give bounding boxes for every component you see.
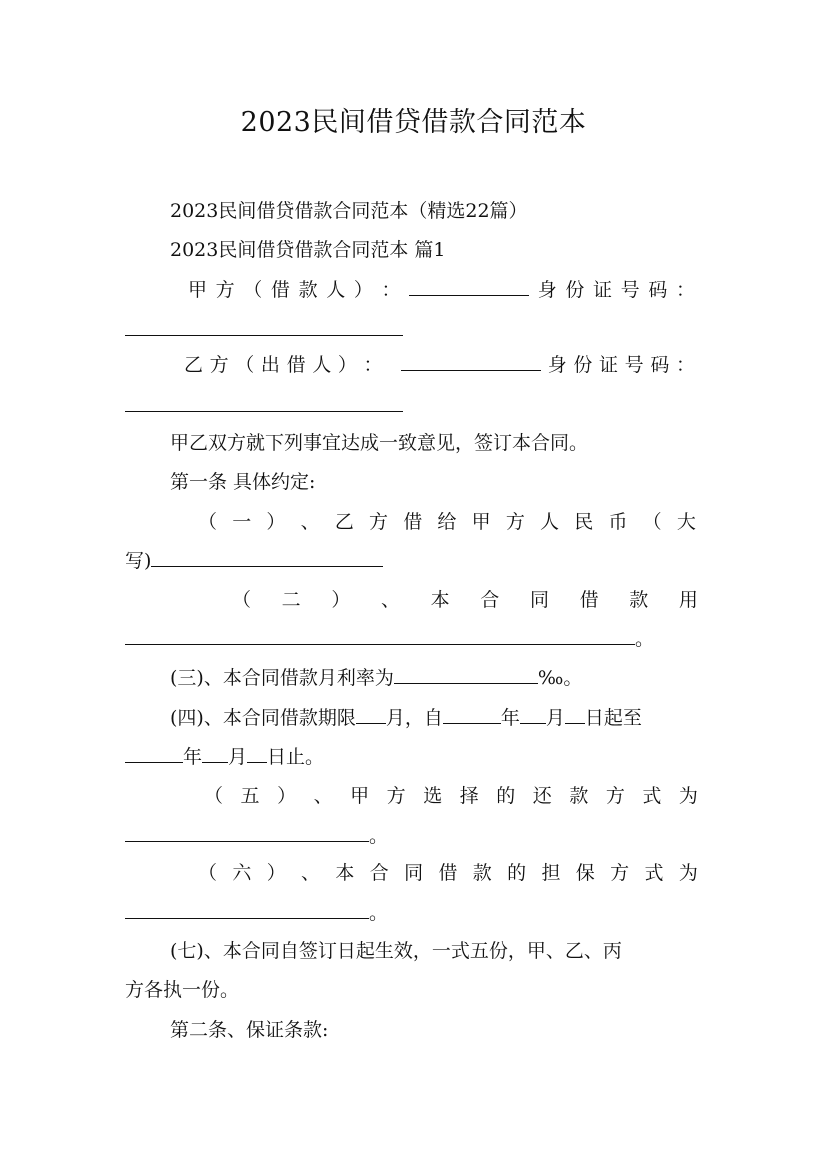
party-b-char: 证 (599, 354, 619, 376)
item-4-text: 日止。 (267, 746, 325, 768)
item-4-text: 月，自 (385, 707, 443, 729)
item-6-char: 保 (575, 862, 595, 884)
item-2-char: 用 (678, 589, 698, 611)
item-6-line-2 (125, 899, 388, 927)
item-1-char: 给 (437, 511, 457, 533)
item-1-char: （ (642, 511, 662, 533)
party-a-name-blank[interactable] (409, 294, 529, 296)
item-1-char: （ (198, 511, 218, 533)
article-2-heading: 第二条、保证条款: (170, 1019, 329, 1041)
item-6-end: 。 (369, 902, 389, 924)
party-a-char: 借 (270, 279, 290, 301)
end-year-blank[interactable] (125, 761, 183, 763)
item-6-char: ） (266, 862, 286, 884)
end-month-blank[interactable] (202, 761, 228, 763)
item-7-line: (七)、本合同自签订日起生效，一式五份，甲、乙、丙 (170, 940, 622, 962)
item-5-char: 择 (459, 785, 479, 807)
item-5-char: 为 (678, 785, 698, 807)
agreement-statement: 甲乙双方就下列事宜达成一致意见，签订本合同。 (170, 432, 589, 454)
item-6-char: 式 (644, 862, 664, 884)
item-5-char: 甲 (350, 785, 370, 807)
party-a-line (188, 276, 695, 304)
party-b-line (184, 351, 695, 379)
item-1-char: 方 (369, 511, 389, 533)
item-6-char: 的 (507, 862, 527, 884)
party-a-char: 方 (215, 279, 235, 301)
item-6-char: 六 (232, 862, 252, 884)
repayment-method-blank[interactable] (125, 840, 369, 842)
party-a-char: 份 (565, 279, 585, 301)
item-5-char: （ (204, 785, 224, 807)
item-7-line-2: 方各执一份。 (125, 979, 240, 1001)
article-1-heading: 第一条 具体约定: (170, 471, 316, 493)
item-1-char: 民 (574, 511, 594, 533)
item-2-char: 借 (579, 589, 599, 611)
item-2-char: 合 (480, 589, 500, 611)
item-4-text: 日起至 (584, 707, 642, 729)
item-1-line (198, 508, 696, 536)
item-1-char: 借 (403, 511, 423, 533)
item-2-char: ） (331, 589, 351, 611)
party-a-char: 人 (326, 279, 346, 301)
item-3-suffix: ‰。 (537, 667, 583, 689)
party-b-name-blank[interactable] (401, 369, 541, 371)
item-2-char: 同 (529, 589, 549, 611)
item-2-char: 款 (629, 589, 649, 611)
item-1-char: 甲 (471, 511, 491, 533)
item-2-char: （ (232, 589, 252, 611)
party-b-char: 方 (209, 354, 229, 376)
party-b-char: 份 (573, 354, 593, 376)
item-1-char: 一 (232, 511, 252, 533)
item-4-text: 月 (545, 707, 565, 729)
item-1-char: 币 (608, 511, 628, 533)
item-2-char: 本 (430, 589, 450, 611)
item-1-char: 乙 (334, 511, 354, 533)
item-6-char: 借 (438, 862, 458, 884)
party-a-char: ： (381, 279, 401, 301)
item-5-char: 的 (496, 785, 516, 807)
party-b-char: 身 (547, 354, 567, 376)
item-3-text: (三)、本合同借款月利率为 (170, 667, 394, 689)
party-a-char: 甲 (188, 279, 208, 301)
end-day-blank[interactable] (247, 761, 267, 763)
item-6-char: 款 (472, 862, 492, 884)
item-2-line-2 (125, 625, 654, 653)
item-3-line (170, 664, 582, 692)
section-heading: 2023民间借贷借款合同范本 篇1 (170, 239, 446, 261)
item-6-char: 本 (335, 862, 355, 884)
item-1-char: ） (266, 511, 286, 533)
item-6-char: 担 (541, 862, 561, 884)
loan-amount-blank[interactable] (151, 565, 383, 567)
item-5-char: 、 (313, 785, 333, 807)
item-5-char: 式 (642, 785, 662, 807)
item-5-char: 五 (240, 785, 260, 807)
item-4-text: 月 (228, 746, 248, 768)
item-1-text: 写) (125, 550, 152, 572)
party-a-char: （ (243, 279, 263, 301)
party-b-char: 人 (312, 354, 332, 376)
item-2-char: 、 (380, 589, 400, 611)
item-5-char: 方 (386, 785, 406, 807)
party-b-char: ： (363, 354, 383, 376)
item-5-line-2 (125, 822, 388, 850)
start-day-blank[interactable] (565, 722, 585, 724)
party-b-char: 号 (624, 354, 644, 376)
item-6-char: 方 (610, 862, 630, 884)
party-b-char: 乙 (184, 354, 204, 376)
item-4-text: 年 (500, 707, 520, 729)
start-month-blank[interactable] (520, 722, 546, 724)
party-a-id-blank[interactable] (125, 335, 403, 336)
party-a-char: ： (675, 279, 695, 301)
item-6-char: 同 (404, 862, 424, 884)
party-b-char: 码 (650, 354, 670, 376)
interest-rate-blank[interactable] (394, 682, 538, 684)
party-a-char: 号 (620, 279, 640, 301)
document-subtitle: 2023民间借贷借款合同范本（精选22篇） (170, 200, 528, 222)
item-4-text: 年 (183, 746, 203, 768)
item-1-char: 大 (676, 511, 696, 533)
loan-term-blank[interactable] (356, 722, 386, 724)
party-b-id-blank[interactable] (125, 411, 403, 412)
party-a-char: ） (353, 279, 373, 301)
item-2-char: 二 (281, 589, 301, 611)
item-1-char: 、 (300, 511, 320, 533)
item-1-line-2 (125, 547, 383, 575)
item-2-end: 。 (635, 628, 655, 650)
item-5-char: ） (277, 785, 297, 807)
item-6-line (198, 859, 698, 887)
party-a-char: 款 (298, 279, 318, 301)
item-5-char: 选 (423, 785, 443, 807)
item-1-char: 方 (505, 511, 525, 533)
item-5-char: 还 (532, 785, 552, 807)
party-b-char: 出 (260, 354, 280, 376)
item-6-char: （ (198, 862, 218, 884)
item-5-end: 。 (369, 825, 389, 847)
item-1-char: 人 (540, 511, 560, 533)
item-2-line (232, 586, 698, 614)
party-b-char: ） (337, 354, 357, 376)
item-6-char: 、 (301, 862, 321, 884)
item-4-line (170, 704, 642, 732)
party-b-char: ： (675, 354, 695, 376)
item-5-char: 款 (569, 785, 589, 807)
party-b-char: （ (235, 354, 255, 376)
item-6-char: 为 (678, 862, 698, 884)
item-5-char: 方 (605, 785, 625, 807)
loan-purpose-blank[interactable] (125, 643, 635, 645)
start-year-blank[interactable] (443, 722, 501, 724)
item-6-char: 合 (369, 862, 389, 884)
party-a-char: 码 (648, 279, 668, 301)
item-4-line-2 (125, 743, 324, 771)
item-4-text: (四)、本合同借款期限 (170, 707, 356, 729)
document-title: 2023民间借贷借款合同范本 (240, 107, 587, 138)
item-5-line (204, 782, 698, 810)
party-b-char: 借 (286, 354, 306, 376)
guarantee-method-blank[interactable] (125, 917, 369, 919)
party-a-char: 身 (537, 279, 557, 301)
party-a-char: 证 (593, 279, 613, 301)
